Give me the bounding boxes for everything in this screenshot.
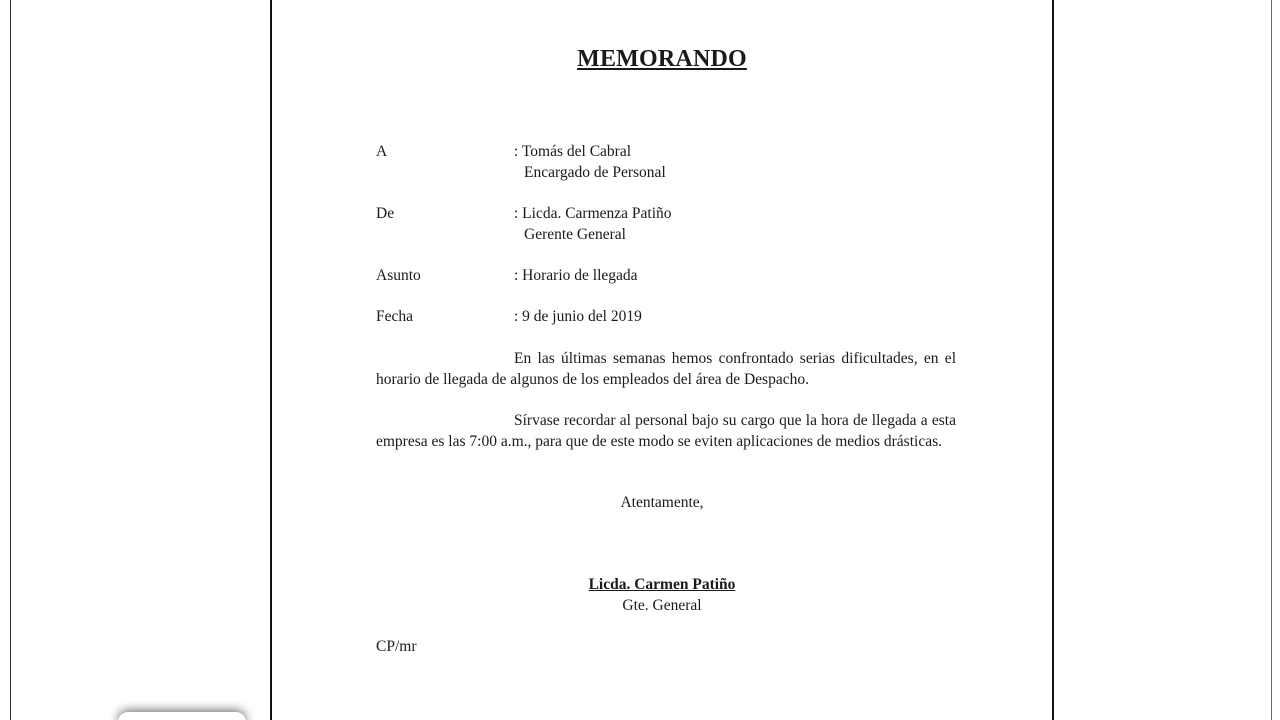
initials: CP/mr <box>376 638 417 655</box>
shadow-overlay <box>118 712 246 720</box>
subject-label: Asunto <box>376 267 421 284</box>
to-label: A <box>376 143 388 160</box>
to-role: Encargado de Personal <box>524 164 666 181</box>
signature-name: Licda. Carmen Patiño <box>588 576 736 593</box>
date-label: Fecha <box>376 308 414 325</box>
left-page-edge <box>10 0 11 720</box>
body-paragraph-1: En las últimas semanas hemos confrontado serias dificultades, en el horario de llegada de algunos de los empleados del área de Despacho. <box>376 350 956 388</box>
body-paragraph-2: Sírvase recordar al personal bajo su cargo que la hora de llegada a esta empresa es las 7:00 a.m., para que de este modo se eviten aplicaciones de medios drásticas. <box>376 412 956 450</box>
to-name: : Tomás del Cabral <box>514 143 632 160</box>
closing: Atentamente, <box>620 494 704 511</box>
signature-title: Gte. General <box>622 597 702 614</box>
from-label: De <box>376 205 395 222</box>
memo-title: MEMORANDO <box>577 46 747 72</box>
signature-block <box>272 575 1052 595</box>
date-value: : 9 de junio del 2019 <box>514 308 642 325</box>
from-name: : Licda. Carmenza Patiño <box>514 205 672 222</box>
right-page-edge <box>1271 0 1272 720</box>
memo-page <box>270 0 1054 720</box>
subject-value: : Horario de llegada <box>514 267 638 284</box>
from-role: Gerente General <box>524 226 626 243</box>
